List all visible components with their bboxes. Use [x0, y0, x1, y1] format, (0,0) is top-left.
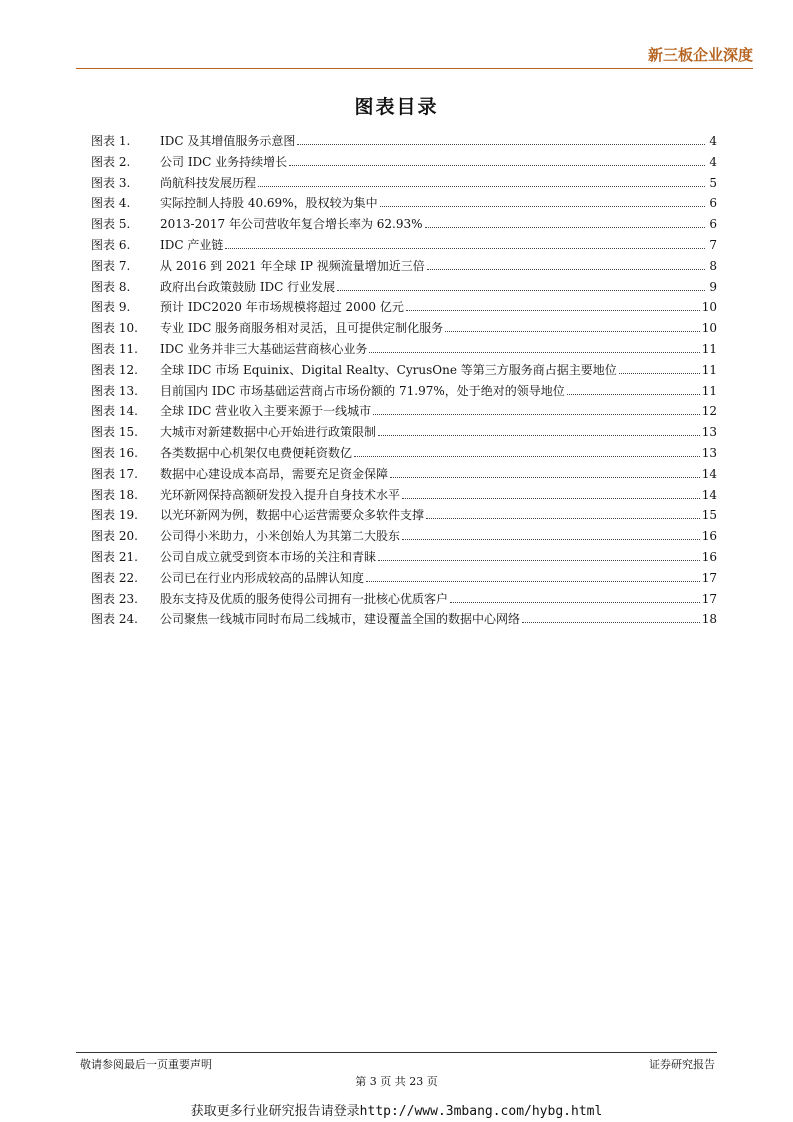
toc-dot-leader — [406, 297, 700, 311]
toc-entry-number: 图表 3. — [91, 175, 131, 190]
toc-entry-number: 图表 21. — [91, 549, 138, 564]
toc-entry-number: 图表 17. — [91, 466, 138, 481]
toc-entry-page: 7 — [709, 237, 717, 252]
toc-entry-number: 图表 10. — [91, 321, 138, 336]
toc-entry-number: 图表 5. — [91, 217, 131, 232]
footer-report-type: 证券研究报告 — [649, 1058, 715, 1071]
toc-dot-leader — [378, 547, 700, 561]
toc-dot-leader — [402, 526, 700, 540]
toc-entry-title: 实际控制人持股 40.69%，股权较为集中 — [160, 196, 378, 211]
toc-entry[interactable] — [91, 505, 717, 526]
toc-dot-leader — [258, 173, 705, 187]
toc-entry[interactable] — [91, 609, 717, 630]
more-reports-link[interactable]: 获取更多行业研究报告请登录http://www.3mbang.com/hybg.html — [190, 1104, 603, 1119]
toc-entry-page: 5 — [709, 175, 717, 190]
toc-entry[interactable] — [91, 589, 717, 610]
toc-entry-number: 图表 23. — [91, 591, 138, 606]
toc-entry[interactable] — [91, 152, 717, 173]
toc-entry-title: 各类数据中心机架仅电费便耗资数亿 — [160, 445, 353, 460]
toc-entry-title: 股东支持及优质的服务使得公司拥有一批核心优质客户 — [160, 591, 449, 606]
toc-entry-page: 8 — [709, 258, 717, 273]
page-number: 第 3 页 共 23 页 — [355, 1075, 438, 1088]
toc-entry-title: 光环新网保持高额研发投入提升自身技术水平 — [160, 487, 401, 502]
toc-entry-title: 从 2016 到 2021 年全球 IP 视频流量增加近三倍 — [160, 258, 425, 273]
toc-entry[interactable] — [91, 443, 717, 464]
toc-dot-leader — [369, 339, 699, 353]
toc-entry-number: 图表 8. — [91, 279, 131, 294]
toc-dot-leader — [450, 589, 700, 603]
toc-dot-leader — [402, 485, 700, 499]
toc-dot-leader — [427, 256, 705, 270]
toc-entry-page: 11 — [701, 362, 717, 377]
toc-dot-leader — [378, 422, 700, 436]
footer-disclaimer: 敬请参阅最后一页重要声明 — [80, 1058, 212, 1071]
toc-dot-leader — [567, 381, 700, 395]
toc-entry-title: IDC 及其增值服务示意图 — [160, 134, 296, 148]
toc-entry[interactable] — [91, 256, 717, 277]
toc-dot-leader — [380, 193, 705, 207]
header-divider — [76, 68, 753, 69]
toc-dot-leader — [225, 235, 705, 249]
toc-entry-number: 图表 16. — [91, 445, 138, 460]
toc-dot-leader — [445, 318, 700, 332]
toc-dot-leader — [337, 277, 705, 291]
toc-entry-title: 全球 IDC 营业收入主要来源于一线城市 — [160, 404, 372, 419]
toc-entry-page: 13 — [701, 445, 717, 460]
toc-entry-title: 数据中心建设成本高昂，需要充足资金保障 — [160, 466, 389, 481]
toc-entry-title: 目前国内 IDC 市场基础运营商占市场份额的 71.97%，处于绝对的领导地位 — [160, 383, 565, 398]
toc-dot-leader — [619, 360, 700, 374]
toc-entry-number: 图表 18. — [91, 487, 138, 502]
toc-entry[interactable] — [91, 318, 717, 339]
toc-entry-title: 公司自成立就受到资本市场的关注和青睐 — [160, 549, 377, 564]
toc-entry-title: 尚航科技发展历程 — [160, 175, 257, 190]
toc-entry-page: 17 — [701, 591, 717, 606]
toc-entry-number: 图表 12. — [91, 362, 138, 377]
toc-entry-number: 图表 13. — [91, 383, 138, 398]
toc-dot-leader — [390, 464, 700, 478]
toc-entry-number: 图表 11. — [91, 341, 138, 356]
toc-entry-number: 图表 2. — [91, 154, 131, 169]
toc-entry[interactable] — [91, 131, 717, 152]
footer-divider — [76, 1052, 717, 1053]
toc-entry-title: 大城市对新建数据中心开始进行政策限制 — [160, 425, 377, 440]
toc-entry-title: 专业 IDC 服务商服务相对灵活，且可提供定制化服务 — [160, 321, 444, 336]
toc-dot-leader — [425, 214, 705, 228]
toc-entry-page: 16 — [701, 549, 717, 564]
toc-entry-page: 10 — [701, 321, 717, 336]
toc-entry-number: 图表 1. — [91, 134, 131, 148]
toc-entry-page: 12 — [701, 404, 717, 419]
toc-entry-number: 图表 7. — [91, 258, 131, 273]
toc-entry-page: 4 — [709, 134, 717, 148]
toc-entry-number: 图表 22. — [91, 570, 138, 585]
toc-entry-page: 4 — [709, 154, 717, 169]
toc-entry-page: 18 — [701, 612, 717, 627]
toc-entry[interactable] — [91, 401, 717, 422]
toc-entry[interactable] — [91, 464, 717, 485]
toc-title: 图表目录 — [354, 96, 439, 118]
toc-entry-title: IDC 产业链 — [160, 237, 224, 252]
toc-entry[interactable] — [91, 235, 717, 256]
toc-entry-page: 11 — [701, 383, 717, 398]
toc-entry[interactable] — [91, 193, 717, 214]
toc-entry-number: 图表 14. — [91, 404, 138, 419]
toc-entry-title: 公司聚焦一线城市同时布局二线城市，建设覆盖全国的数据中心网络 — [160, 612, 521, 627]
toc-entry-title: 政府出台政策鼓励 IDC 行业发展 — [160, 279, 336, 294]
toc-entry-title: 公司 IDC 业务持续增长 — [160, 154, 288, 169]
toc-entry[interactable] — [91, 360, 717, 381]
toc-entry-page: 15 — [701, 508, 717, 523]
toc-entry-page: 11 — [701, 341, 717, 356]
toc-entry-title: IDC 业务并非三大基础运营商核心业务 — [160, 341, 368, 356]
toc-entry-page: 17 — [701, 570, 717, 585]
toc-entry-page: 6 — [709, 196, 717, 211]
toc-dot-leader — [354, 443, 700, 457]
toc-dot-leader — [522, 609, 700, 623]
toc-entry-page: 6 — [709, 217, 717, 232]
toc-entry-title: 公司得小米助力，小米创始人为其第二大股东 — [160, 529, 401, 544]
toc-entry-page: 14 — [701, 466, 717, 481]
toc-entry-page: 16 — [701, 529, 717, 544]
toc-entry-number: 图表 15. — [91, 425, 138, 440]
toc-entry[interactable] — [91, 214, 717, 235]
toc-entry[interactable] — [91, 277, 717, 298]
toc-entry-number: 图表 6. — [91, 237, 131, 252]
toc-entry-title: 全球 IDC 市场 Equinix、Digital Realty、CyrusOne 等第三方服务商占据主要地位 — [160, 362, 617, 377]
toc-dot-leader — [366, 568, 700, 582]
toc-entry[interactable] — [91, 547, 717, 568]
toc-entry-title: 以光环新网为例，数据中心运营需要众多软件支撑 — [160, 508, 425, 523]
toc-list — [91, 131, 717, 630]
toc-entry-title: 公司已在行业内形成较高的品牌认知度 — [160, 570, 365, 585]
toc-entry-page: 10 — [701, 300, 717, 315]
toc-entry[interactable] — [91, 422, 717, 443]
toc-dot-leader — [426, 505, 700, 519]
header-brand: 新三板企业深度 — [647, 46, 753, 64]
toc-entry-page: 14 — [701, 487, 717, 502]
toc-entry[interactable] — [91, 485, 717, 506]
toc-entry[interactable] — [91, 173, 717, 194]
toc-entry-number: 图表 4. — [91, 196, 131, 211]
toc-dot-leader — [373, 401, 700, 415]
toc-entry[interactable] — [91, 381, 717, 402]
toc-entry[interactable] — [91, 526, 717, 547]
toc-entry[interactable] — [91, 339, 717, 360]
toc-entry-number: 图表 20. — [91, 529, 138, 544]
toc-entry-page: 9 — [709, 279, 717, 294]
toc-entry-page: 13 — [701, 425, 717, 440]
toc-entry[interactable] — [91, 568, 717, 589]
toc-dot-leader — [297, 131, 705, 145]
toc-entry-title: 预计 IDC2020 年市场规模将超过 2000 亿元 — [160, 300, 404, 315]
toc-entry-title: 2013-2017 年公司营收年复合增长率为 62.93% — [160, 217, 423, 232]
toc-entry[interactable] — [91, 297, 717, 318]
toc-entry-number: 图表 24. — [91, 612, 138, 627]
toc-entry-number: 图表 19. — [91, 508, 138, 523]
toc-entry-number: 图表 9. — [91, 300, 131, 315]
toc-dot-leader — [289, 152, 705, 166]
